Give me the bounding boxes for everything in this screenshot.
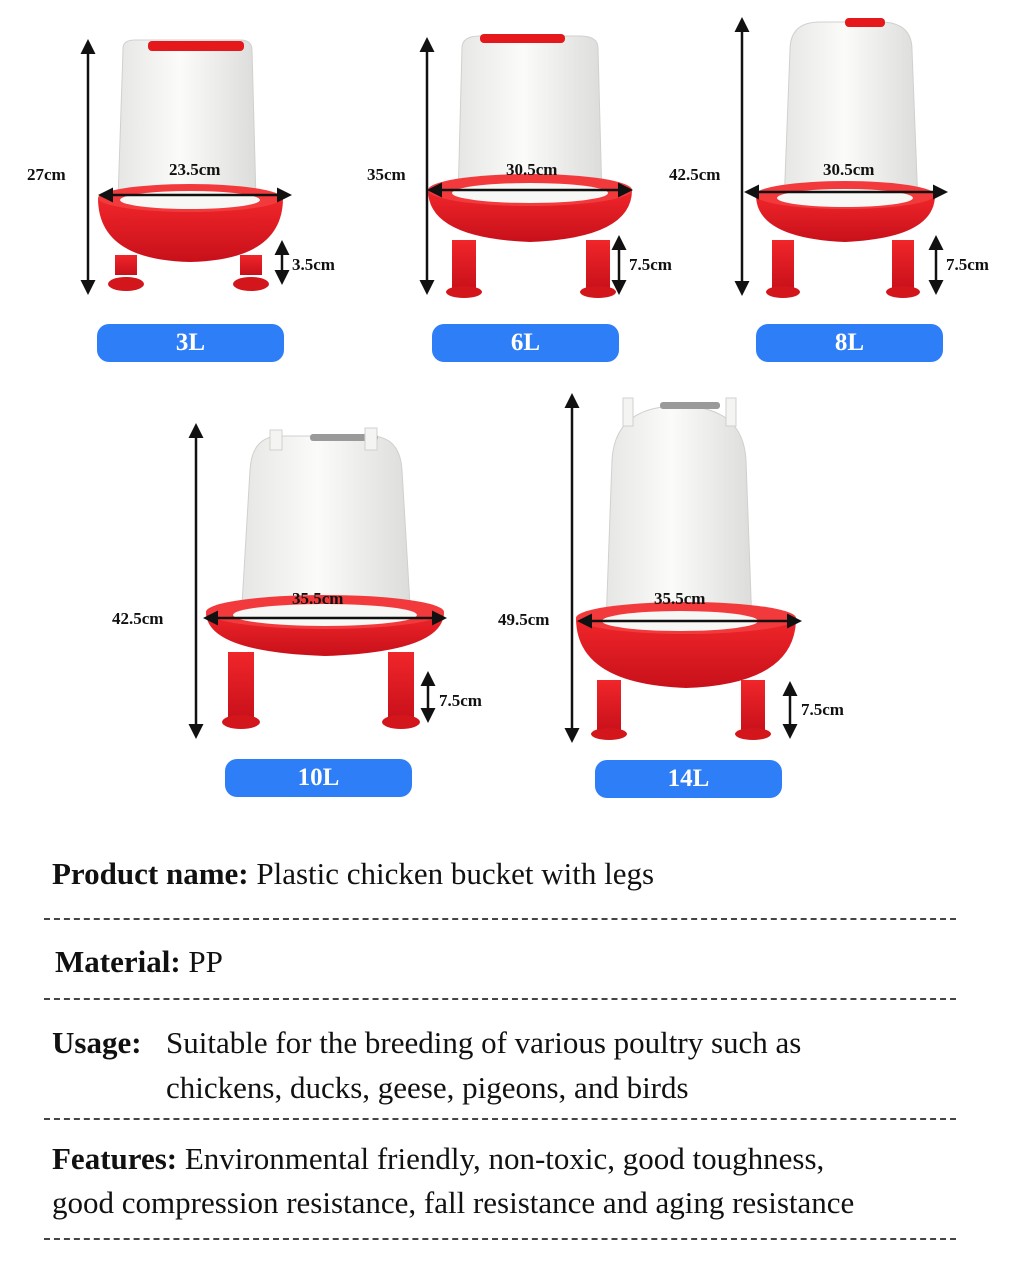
height-label: 35cm: [367, 165, 406, 184]
diameter-label: 30.5cm: [506, 160, 558, 179]
product-14l: [490, 380, 890, 810]
divider: [44, 1118, 956, 1120]
height-label: 27cm: [27, 165, 66, 184]
leg-height-label: 7.5cm: [439, 691, 482, 710]
height-label: 42.5cm: [669, 165, 721, 184]
leg-height-label: 7.5cm: [801, 700, 844, 719]
divider: [44, 1238, 956, 1240]
diameter-label: 35.5cm: [654, 589, 706, 608]
product-3l: [0, 0, 340, 380]
capacity-badge: 8L: [756, 324, 943, 362]
leg-height-label: 7.5cm: [629, 255, 672, 274]
divider: [44, 998, 956, 1000]
spec-label: Usage:: [52, 1025, 142, 1060]
spec-value-line2: good compression resistance, fall resistance and aging resistance: [52, 1185, 855, 1220]
spec-label: Product name:: [52, 856, 249, 891]
spec-value-line1: Suitable for the breeding of various poultry such as: [166, 1025, 802, 1060]
leg-height-label: 7.5cm: [946, 255, 989, 274]
height-label: 49.5cm: [498, 610, 550, 629]
spec-value-line1: Environmental friendly, non-toxic, good toughness,: [184, 1141, 825, 1176]
spec-value-line2: chickens, ducks, geese, pigeons, and birds: [166, 1070, 689, 1105]
leg-height-label: 3.5cm: [292, 255, 335, 274]
diameter-label: 23.5cm: [169, 160, 221, 179]
bucket-6l-illustration: [340, 0, 680, 380]
product-6l: [340, 0, 680, 380]
spec-value: PP: [188, 944, 223, 979]
spec-label: Features:: [52, 1141, 178, 1176]
diameter-label: 30.5cm: [823, 160, 875, 179]
product-8l: [669, 0, 1025, 380]
spec-label: Material:: [55, 944, 181, 979]
divider: [44, 918, 956, 920]
capacity-badge: 6L: [432, 324, 619, 362]
height-label: 42.5cm: [112, 609, 164, 628]
diameter-label: 35.5cm: [292, 589, 344, 608]
bucket-3l-illustration: [0, 0, 340, 380]
product-10l: [100, 390, 520, 810]
bucket-8l-illustration: [680, 0, 1025, 380]
capacity-badge: 10L: [225, 759, 412, 797]
spec-value: Plastic chicken bucket with legs: [256, 856, 655, 891]
capacity-badge: 14L: [595, 760, 782, 798]
capacity-badge: 3L: [97, 324, 284, 362]
